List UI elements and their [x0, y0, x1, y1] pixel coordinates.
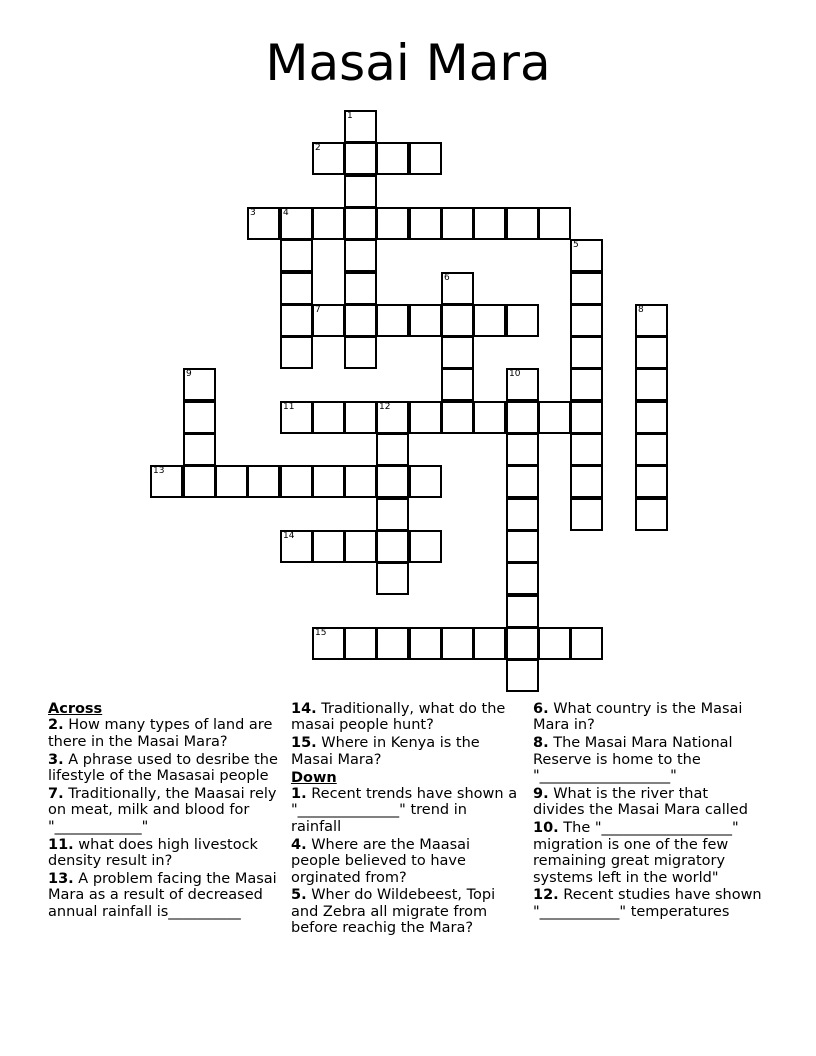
grid-cell[interactable] [183, 401, 216, 434]
grid-cell[interactable] [409, 304, 442, 337]
grid-cell[interactable] [312, 401, 345, 434]
clue-number: 1 [347, 111, 353, 121]
clue-across-15: 15. Where in Kenya is the Masai Mara? [291, 735, 480, 768]
clue-number: 14 [283, 531, 295, 541]
clue-number: 6 [444, 273, 450, 283]
grid-cell[interactable] [280, 530, 313, 563]
clues-column-1 [48, 701, 278, 922]
grid-cell[interactable] [506, 530, 539, 563]
puzzle-title: Masai Mara [265, 34, 551, 92]
grid-cell[interactable] [344, 465, 377, 498]
grid-cell[interactable] [344, 401, 377, 434]
grid-cell[interactable] [570, 336, 603, 369]
grid-cell[interactable] [441, 336, 474, 369]
grid-cell[interactable] [150, 465, 183, 498]
grid-cell[interactable] [376, 627, 409, 660]
clue-across-3: 3. A phrase used to desribe the lifestyle of the Masasai people [48, 751, 278, 785]
grid-cell[interactable] [344, 239, 377, 272]
grid-cell[interactable] [441, 627, 474, 660]
grid-cell[interactable] [376, 498, 409, 531]
grid-cell[interactable] [473, 207, 506, 240]
clue-across-13: 13. A problem facing the Masai Mara as a result of decreased annual rainfall is__________ [48, 871, 277, 920]
clue-down-1: 1. Recent trends have shown a "______________" trend in rainfall [291, 786, 518, 835]
grid-cell[interactable] [183, 433, 216, 466]
grid-cell[interactable] [344, 530, 377, 563]
clues-column-2 [291, 701, 521, 938]
grid-cell[interactable] [376, 562, 409, 595]
grid-cell[interactable] [570, 627, 603, 660]
grid-cell[interactable] [344, 304, 377, 337]
grid-cell[interactable] [376, 465, 409, 498]
clue-down-9: 9. What is the river that divides the Masai Mara called [533, 786, 748, 819]
grid-cell[interactable] [280, 239, 313, 272]
grid-cell[interactable] [280, 304, 313, 337]
grid-cell[interactable] [344, 142, 377, 175]
grid-cell[interactable] [570, 401, 603, 434]
grid-cell[interactable] [538, 207, 571, 240]
grid-cell[interactable] [409, 530, 442, 563]
clue-number: 7 [315, 305, 321, 315]
grid-cell[interactable] [312, 142, 345, 175]
grid-cell[interactable] [376, 530, 409, 563]
grid-cell[interactable] [441, 401, 474, 434]
grid-cell[interactable] [506, 562, 539, 595]
clue-number: 15 [315, 628, 327, 638]
grid-cell[interactable] [635, 498, 668, 531]
clue-down-12: 12. Recent studies have shown "___________" temperatures [533, 887, 762, 920]
clue-down-5: 5. Wher do Wildebeest, Topi and Zebra all migrate from before reachig the Mara? [291, 887, 496, 937]
grid-cell[interactable] [570, 272, 603, 305]
clue-down-4: 4. Where are the Maasai people believed to have orginated from? [291, 836, 471, 886]
grid-cell[interactable] [344, 627, 377, 660]
clue-across-7: 7. Traditionally, the Maasai rely on meat, milk and blood for "____________" [48, 786, 277, 835]
grid-cell[interactable] [506, 595, 539, 628]
grid-cell[interactable] [344, 110, 377, 143]
grid-cell[interactable] [506, 465, 539, 498]
grid-cell[interactable] [506, 498, 539, 531]
grid-cell[interactable] [344, 207, 377, 240]
clue-number: 5 [573, 240, 579, 250]
clue-across-11: 11. what does high livestock density result in? [48, 836, 258, 870]
grid-cell[interactable] [441, 368, 474, 401]
grid-cell[interactable] [376, 142, 409, 175]
grid-cell[interactable] [280, 401, 313, 434]
grid-cell[interactable] [506, 207, 539, 240]
grid-cell[interactable] [247, 465, 280, 498]
clue-across-14: 14. Traditionally, what do the masai people hunt? [291, 701, 506, 734]
grid-cell[interactable] [409, 142, 442, 175]
grid-cell[interactable] [280, 272, 313, 305]
clue-number: 3 [250, 208, 256, 218]
grid-cell[interactable] [441, 304, 474, 337]
grid-cell[interactable] [635, 304, 668, 337]
grid-cell[interactable] [312, 207, 345, 240]
grid-cell[interactable] [344, 175, 377, 208]
grid-cell[interactable] [570, 465, 603, 498]
grid-cell[interactable] [441, 207, 474, 240]
grid-cell[interactable] [280, 207, 313, 240]
clues-column-3 [533, 701, 763, 922]
grid-cell[interactable] [215, 465, 248, 498]
clue-number: 4 [283, 208, 289, 218]
clue-number: 8 [638, 305, 644, 315]
grid-cell[interactable] [506, 433, 539, 466]
clue-number: 12 [379, 402, 391, 412]
grid-cell[interactable] [635, 336, 668, 369]
grid-cell[interactable] [506, 304, 539, 337]
grid-cell[interactable] [506, 401, 539, 434]
grid-cell[interactable] [312, 304, 345, 337]
grid-cell[interactable] [376, 433, 409, 466]
clue-down-8: 8. The Masai Mara National Reserve is home to the "__________________" [533, 735, 733, 785]
clue-down-6: 6. What country is the Masai Mara in? [533, 701, 743, 734]
grid-cell[interactable] [538, 401, 571, 434]
grid-cell[interactable] [506, 627, 539, 660]
grid-cell[interactable] [247, 207, 280, 240]
grid-cell[interactable] [570, 239, 603, 272]
grid-cell[interactable] [409, 401, 442, 434]
grid-cell[interactable] [441, 272, 474, 305]
grid-cell[interactable] [409, 207, 442, 240]
across-heading: Across [48, 701, 103, 717]
grid-cell[interactable] [183, 368, 216, 401]
grid-cell[interactable] [376, 304, 409, 337]
grid-cell[interactable] [344, 272, 377, 305]
clue-across-2: 2. How many types of land are there in the Masai Mara? [48, 717, 273, 750]
grid-cell[interactable] [312, 627, 345, 660]
clue-number: 9 [186, 369, 192, 379]
grid-cell[interactable] [473, 627, 506, 660]
grid-cell[interactable] [280, 336, 313, 369]
clue-number: 10 [509, 369, 521, 379]
grid-cell[interactable] [570, 433, 603, 466]
grid-cell[interactable] [344, 336, 377, 369]
grid-cell[interactable] [506, 659, 539, 692]
grid-cell[interactable] [183, 465, 216, 498]
grid-cell[interactable] [635, 401, 668, 434]
grid-cell[interactable] [538, 627, 571, 660]
grid-cell[interactable] [312, 465, 345, 498]
grid-cell[interactable] [376, 401, 409, 434]
grid-cell[interactable] [409, 465, 442, 498]
grid-cell[interactable] [506, 368, 539, 401]
grid-cell[interactable] [635, 433, 668, 466]
grid-cell[interactable] [409, 627, 442, 660]
grid-cell[interactable] [312, 530, 345, 563]
grid-cell[interactable] [473, 304, 506, 337]
grid-cell[interactable] [570, 498, 603, 531]
grid-cell[interactable] [635, 465, 668, 498]
clue-number: 2 [315, 143, 321, 153]
down-heading: Down [291, 769, 337, 786]
grid-cell[interactable] [280, 465, 313, 498]
grid-cell[interactable] [473, 401, 506, 434]
grid-cell[interactable] [570, 304, 603, 337]
grid-cell[interactable] [635, 368, 668, 401]
clue-down-10: 10. The "__________________" migration is one of the few remaining great migratory systems left in the world" [533, 820, 739, 886]
grid-cell[interactable] [376, 207, 409, 240]
clue-number: 11 [283, 402, 295, 412]
clue-number: 13 [153, 466, 165, 476]
grid-cell[interactable] [570, 368, 603, 401]
